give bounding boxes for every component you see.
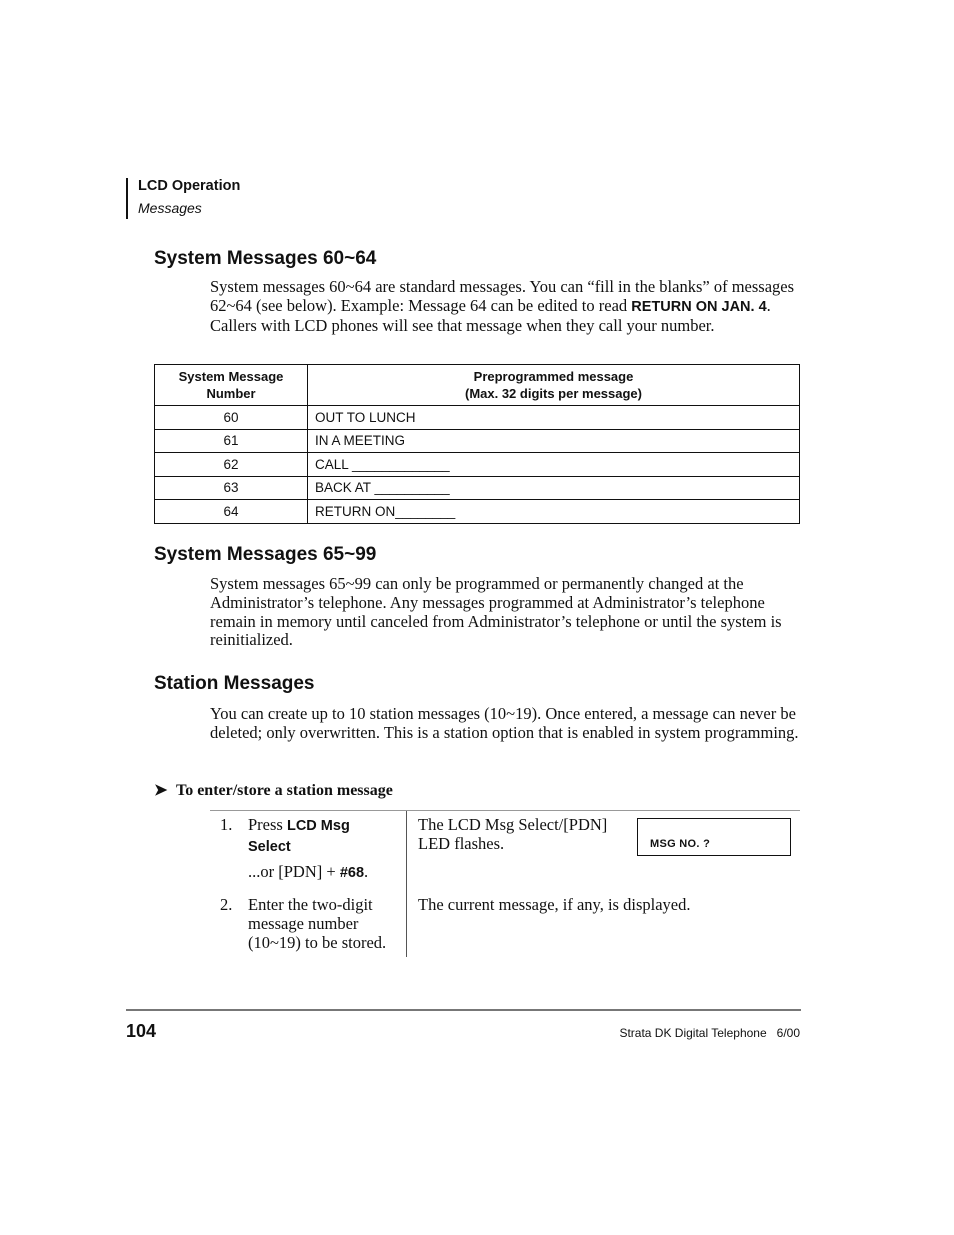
example-message: RETURN ON JAN. 4 bbox=[631, 298, 767, 315]
header-bar bbox=[126, 178, 128, 219]
table-row bbox=[155, 453, 800, 477]
heading-system-messages-60-64: System Messages 60~64 bbox=[154, 248, 377, 269]
procedure-title: To enter/store a station message bbox=[176, 782, 393, 799]
page-number: 104 bbox=[126, 1021, 157, 1041]
message-text: BACK AT __________ bbox=[308, 476, 800, 500]
running-header-section: LCD Operation bbox=[138, 178, 241, 194]
step-1-number: 1. bbox=[220, 815, 233, 834]
table-header-row bbox=[155, 365, 800, 406]
lcd-text: MSG NO. ? bbox=[650, 838, 711, 850]
heading-station-messages: Station Messages bbox=[154, 673, 315, 694]
table-row bbox=[155, 476, 800, 500]
step-1-alternative: ...or [PDN] + #68. bbox=[248, 862, 369, 881]
paragraph-system-messages-60-64 bbox=[210, 278, 800, 335]
column-header-number: System Message Number bbox=[155, 365, 308, 406]
paragraph-system-messages-65-99: System messages 65~99 can only be programmed or permanently changed at the Administrator’s telephone. Any messages programmed at Administrator’s telephone remain in memory until canceled from Administrator’s telephone or until the system is reinitialized. bbox=[210, 574, 782, 650]
procedure-heading bbox=[154, 780, 393, 800]
footer-rule bbox=[126, 1009, 801, 1011]
table-row bbox=[155, 500, 800, 524]
message-text: OUT TO LUNCH bbox=[308, 406, 800, 430]
arrow-icon: ➤ bbox=[154, 782, 168, 799]
step-1-action: Press LCD Msg Select bbox=[248, 815, 350, 855]
paragraph-text: System messages 60~64 are standard messages. You can “fill in the blanks” of messages 62~64 (see below). Example: Message 64 can be edited to read bbox=[210, 277, 795, 315]
key-select: Select bbox=[248, 839, 291, 855]
step-2-number: 2. bbox=[220, 895, 233, 914]
paragraph-text: . Callers with LCD phones will see that message when they call your number. bbox=[210, 295, 771, 335]
message-number: 61 bbox=[155, 429, 308, 453]
step-1-result: The LCD Msg Select/[PDN] LED flashes. bbox=[418, 815, 608, 853]
heading-system-messages-65-99: System Messages 65~99 bbox=[154, 544, 377, 565]
procedure-divider bbox=[406, 811, 407, 957]
running-header-subsection: Messages bbox=[138, 200, 202, 216]
message-number: 64 bbox=[155, 500, 308, 524]
message-text: IN A MEETING bbox=[308, 429, 800, 453]
message-number: 62 bbox=[155, 453, 308, 477]
system-messages-table bbox=[154, 364, 800, 524]
step-2-action: Enter the two-digit message number (10~19) to be stored. bbox=[248, 895, 387, 952]
message-number: 63 bbox=[155, 476, 308, 500]
paragraph-station-messages: You can create up to 10 station messages (10~19). Once entered, a message can never be deleted; only overwritten. This is a station option that is enabled in system programming. bbox=[210, 704, 799, 742]
procedure-rule bbox=[210, 810, 800, 811]
footer-title: Strata DK Digital Telephone 6/00 bbox=[619, 1026, 800, 1040]
table-row bbox=[155, 429, 800, 453]
table-row bbox=[155, 406, 800, 430]
message-text: CALL _____________ bbox=[308, 453, 800, 477]
key-code: #68 bbox=[339, 865, 365, 881]
message-number: 60 bbox=[155, 406, 308, 430]
message-text: RETURN ON________ bbox=[308, 500, 800, 524]
lcd-display bbox=[637, 818, 791, 856]
column-header-message: Preprogrammed message (Max. 32 digits per message) bbox=[308, 365, 800, 406]
step-2-result: The current message, if any, is displayed. bbox=[418, 895, 691, 914]
key-lcd-msg: LCD Msg bbox=[286, 818, 350, 834]
